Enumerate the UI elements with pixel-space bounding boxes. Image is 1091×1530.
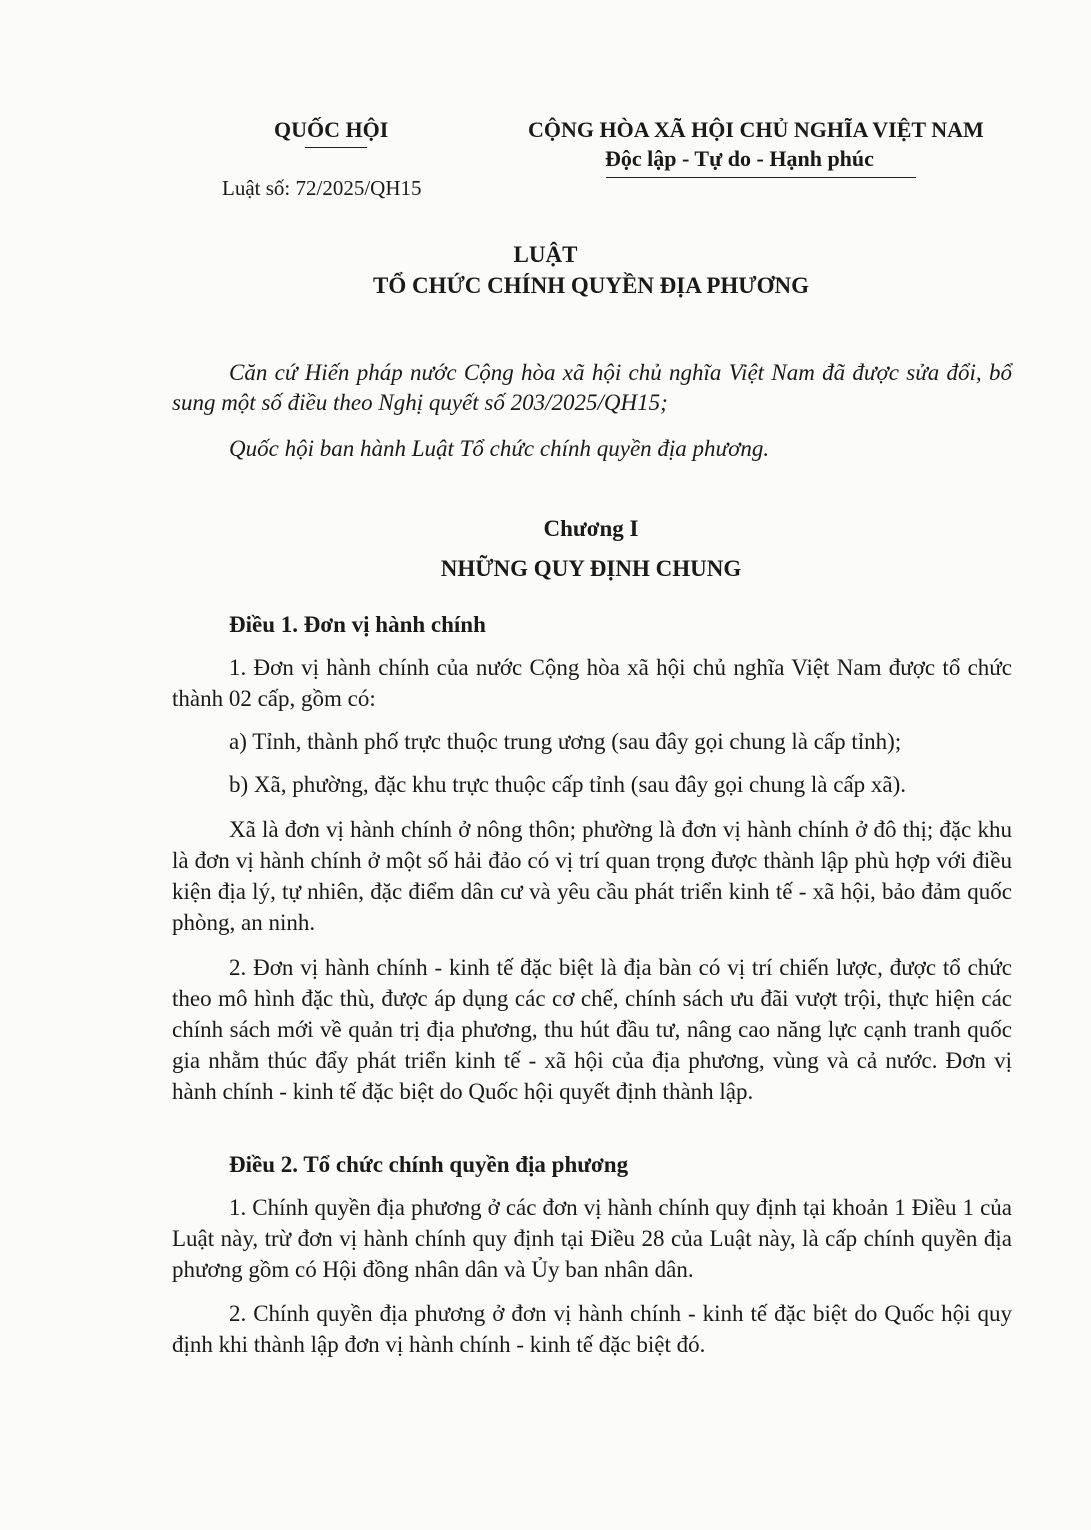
national-motto: Độc lập - Tự do - Hạnh phúc xyxy=(605,146,874,171)
preamble-basis: Căn cứ Hiến pháp nước Cộng hòa xã hội chủ nghĩa Việt Nam đã được sửa đổi, bổ sung một số điều theo Nghị quyết số 203/2025/QH15; xyxy=(172,360,1012,415)
article-2-heading: Điều 2. Tổ chức chính quyền địa phương xyxy=(229,1152,629,1177)
article-1-point-a: a) Tỉnh, thành phố trực thuộc trung ương (sau đây gọi chung là cấp tỉnh); xyxy=(229,729,902,754)
document-type: LUẬT xyxy=(513,242,578,267)
article-1-clause-2: 2. Đơn vị hành chính - kinh tế đặc biệt là địa bàn có vị trí chiến lược, được tổ chức theo mô hình đặc thù, được áp dụng các cơ chế, chính sách ưu đãi vượt trội, thực hiện các chính sách mới về quản trị địa phương, thu hút đầu tư, nâng cao năng lực cạnh tranh quốc gia nhằm thúc đẩy phát triển kinh tế - xã hội của địa phương, vùng và cả nước. Đơn vị hành chính - kinh tế đặc biệt do Quốc hội quyết định thành lập. xyxy=(172,955,1012,1104)
article-1-clause-1: 1. Đơn vị hành chính của nước Cộng hòa xã hội chủ nghĩa Việt Nam được tổ chức thành 02 cấp, gồm có: xyxy=(172,655,1012,711)
article-1-point-b: b) Xã, phường, đặc khu trực thuộc cấp tỉnh (sau đây gọi chung là cấp xã). xyxy=(229,772,907,797)
article-2-clause-1: 1. Chính quyền địa phương ở các đơn vị hành chính quy định tại khoản 1 Điều 1 của Luật này, trừ đơn vị hành chính quy định tại Điều 28 của Luật này, là cấp chính quyền địa phương gồm có Hội đồng nhân dân và Ủy ban nhân dân. xyxy=(172,1195,1012,1282)
country-name: CỘNG HÒA XÃ HỘI CHỦ NGHĨA VIỆT NAM xyxy=(528,117,984,142)
chapter-title: NHỮNG QUY ĐỊNH CHUNG xyxy=(440,556,742,581)
law-title: TỔ CHỨC CHÍNH QUYỀN ĐỊA PHƯƠNG xyxy=(373,273,809,298)
article-2-clause-2: 2. Chính quyền địa phương ở đơn vị hành chính - kinh tế đặc biệt do Quốc hội quy định khi thành lập đơn vị hành chính - kinh tế đặc biệt đó. xyxy=(172,1301,1012,1357)
motto-underline xyxy=(606,177,916,178)
article-1-heading: Điều 1. Đơn vị hành chính xyxy=(229,612,486,637)
article-1-note: Xã là đơn vị hành chính ở nông thôn; phường là đơn vị hành chính ở đô thị; đặc khu là đơn vị hành chính ở một số hải đảo có vị trí quan trọng được thành lập phù hợp với điều kiện địa lý, tự nhiên, đặc điểm dân cư và yêu cầu phát triển kinh tế - xã hội, bảo đảm quốc phòng, an ninh. xyxy=(172,817,1012,935)
chapter-number: Chương I xyxy=(543,516,639,541)
preamble-enactment: Quốc hội ban hành Luật Tổ chức chính quyền địa phương. xyxy=(229,436,770,461)
law-number: Luật số: 72/2025/QH15 xyxy=(222,176,422,200)
issuing-agency: QUỐC HỘI xyxy=(274,117,389,142)
agency-underline xyxy=(305,147,367,148)
